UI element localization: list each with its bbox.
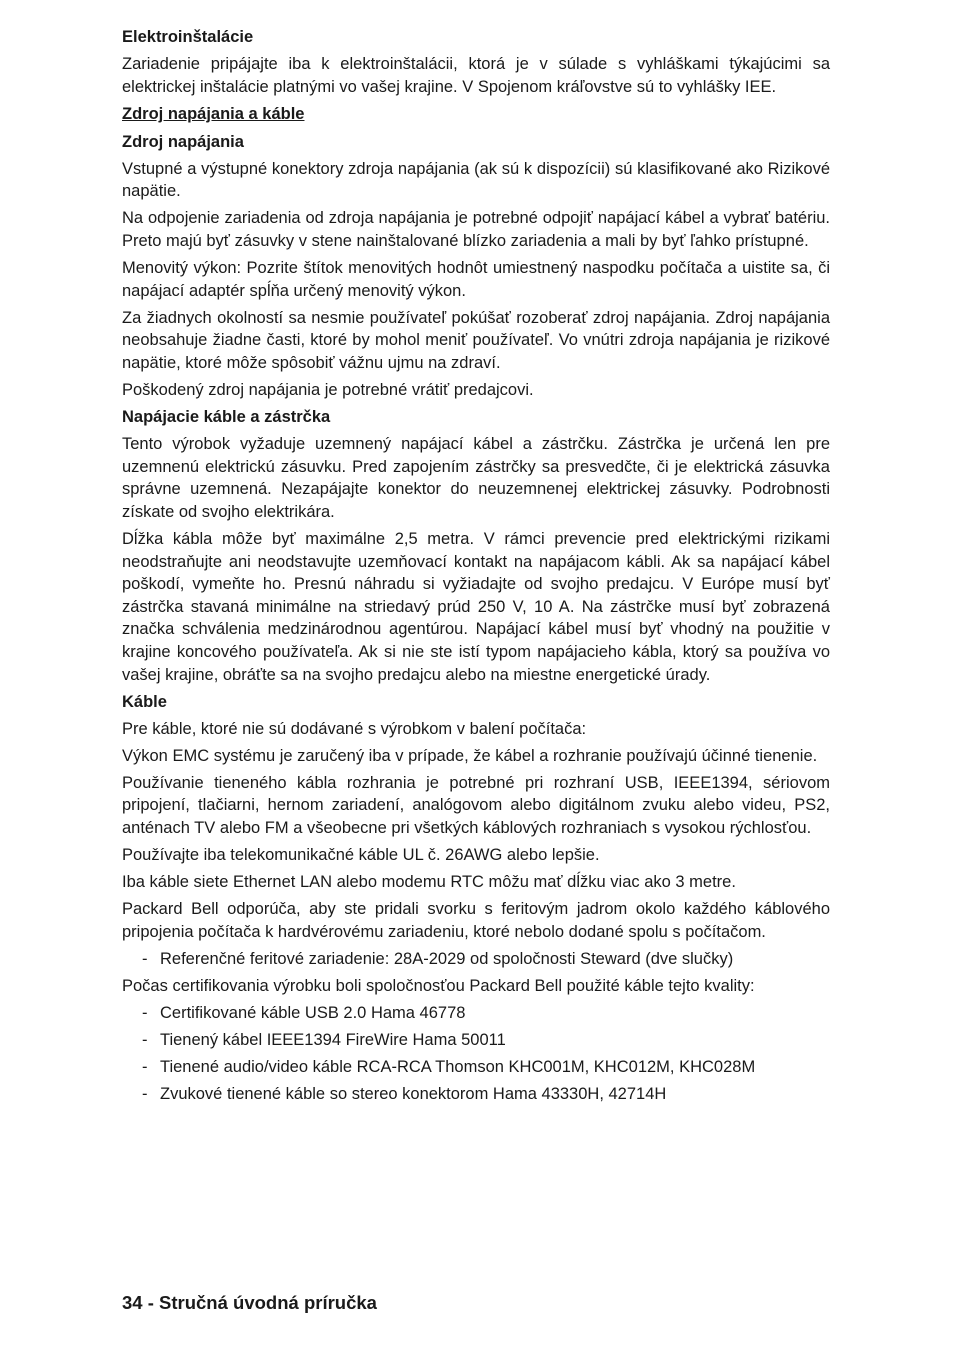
certified-cables-list bbox=[122, 1002, 830, 1106]
paragraph: Za žiadnych okolností sa nesmie používateľ pokúšať rozoberať zdroj napájania. Zdroj napájania neobsahuje žiadne časti, ktoré by mohol meniť používateľ. Vo vnútri zdroja napájania je rizikové napätie, ktoré môže spôsobiť vážnu ujmu na zdraví. bbox=[122, 308, 830, 372]
paragraph: Vstupné a výstupné konektory zdroja napájania (ak sú k dispozícii) sú klasifikované ako Rizikové napätie. bbox=[122, 159, 830, 201]
list-item-text: Zvukové tienené káble so stereo konektorom Hama 43330H, 42714H bbox=[160, 1085, 667, 1104]
section-heading-electrical: Elektroinštalácie bbox=[122, 28, 254, 46]
paragraph: Menovitý výkon: Pozrite štítok menovitých hodnôt umiestnený naspodku počítača a uistite sa, či napájací adaptér spĺňa určený menovitý výkon. bbox=[122, 259, 830, 300]
subheading-power-cords: Napájacie káble a zástrčka bbox=[122, 408, 331, 427]
list-item bbox=[122, 1029, 830, 1052]
list-dash: - bbox=[142, 1085, 148, 1104]
subheading-power-source: Zdroj napájania bbox=[122, 132, 244, 151]
list-dash: - bbox=[142, 1058, 148, 1077]
list-item-text: Tienený kábel IEEE1394 FireWire Hama 50011 bbox=[160, 1031, 506, 1050]
section-heading-power-and-cables: Zdroj napájania a káble bbox=[122, 104, 305, 123]
list-item-text: Tienené audio/video káble RCA-RCA Thomson KHC001M, KHC012M, KHC028M bbox=[160, 1058, 756, 1077]
list-item bbox=[122, 1056, 830, 1079]
document-body bbox=[122, 26, 830, 1111]
paragraph: Používanie tieneného kábla rozhrania je potrebné pri rozhraní USB, IEEE1394, sériovom pripojení, tlačiarni, hernom zariadení, analógovom alebo digitálnom zvuku alebo videu, PS2, anténach TV alebo FM a všeobecne pri všetkých káblových rozhraniach s vysokou rýchlosťou. bbox=[122, 773, 830, 838]
list-item-text: Certifikované káble USB 2.0 Hama 46778 bbox=[160, 1004, 466, 1023]
page-footer: 34 - Stručná úvodná príručka bbox=[122, 1292, 377, 1313]
paragraph: Packard Bell odporúča, aby ste pridali svorku s feritovým jadrom okolo každého káblového pripojenia počítača k hardvérovému zariadeniu, ktoré nebolo dodané spolu s počítačom. bbox=[122, 900, 830, 941]
list-dash: - bbox=[142, 1004, 148, 1023]
list-item-text: Referenčné feritové zariadenie: 28A-2029 od spoločnosti Steward (dve slučky) bbox=[160, 950, 734, 968]
paragraph: Iba káble siete Ethernet LAN alebo modemu RTC môžu mať dĺžku viac ako 3 metre. bbox=[122, 873, 736, 892]
paragraph: Na odpojenie zariadenia od zdroja napájania je potrebné odpojiť napájací kábel a vybrať batériu. Preto majú byť zásuvky v stene nainštalované blízko zariadenia a mali by byť ľahko prístupné. bbox=[122, 209, 830, 250]
ferrite-list bbox=[122, 948, 830, 971]
paragraph: Poškodený zdroj napájania je potrebné vrátiť predajcovi. bbox=[122, 381, 534, 400]
paragraph: Výkon EMC systému je zaručený iba v prípade, že kábel a rozhranie používajú účinné tienenie. bbox=[122, 746, 818, 765]
paragraph: Používajte iba telekomunikačné káble UL č. 26AWG alebo lepšie. bbox=[122, 846, 600, 865]
subheading-cables: Káble bbox=[122, 692, 167, 711]
list-item bbox=[122, 1002, 830, 1025]
paragraph: Dĺžka kábla môže byť maximálne 2,5 metra. V rámci prevencie pred elektrickými rizikami neodstraňujte ani neodstavujte uzemňovací kontakt na napájacom kábli. Ak sa napájací kábel poškodí, vymeňte ho. Presnú náhradu si vyžiadajte od svojho predajcu. V Európe musí byť zástrčka stavaná minimálne na striedavý prúd 250 V, 10 A. Na zástrčke musí byť zobrazená značka schválenia medzinárodnou agentúrou. Napájací kábel musí byť vhodný na použitie v krajine koncového používateľa. Ak si nie ste istí typom napájacieho kábla, ktorý sa používa vo vašej krajine, obráťte sa na svojho predajcu alebo na miestne energetické úrady. bbox=[122, 530, 830, 684]
list-item bbox=[122, 948, 830, 971]
list-dash: - bbox=[142, 1031, 148, 1050]
paragraph: Zariadenie pripájajte iba k elektroinštalácii, ktorá je v súlade s vyhláškami týkajúcimi sa elektrickej inštalácie platnými vo vašej krajine. V Spojenom kráľovstve sú to vyhlášky IEE. bbox=[122, 55, 830, 96]
paragraph: Pre káble, ktoré nie sú dodávané s výrobkom v balení počítača: bbox=[122, 719, 587, 738]
paragraph: Počas certifikovania výrobku boli spoločnosťou Packard Bell použité káble tejto kvality: bbox=[122, 977, 755, 996]
list-item bbox=[122, 1083, 830, 1106]
paragraph: Tento výrobok vyžaduje uzemnený napájací kábel a zástrčku. Zástrčka je určená len pre uzemnenú elektrickú zásuvku. Pred zapojením zástrčky sa presvedčte, či je elektrická zásuvka správne uzemnená. Nezapájajte konektor do neuzemnenej elektrickej zásuvky. Podrobnosti získate od svojho elektrikára. bbox=[122, 435, 830, 521]
list-dash: - bbox=[142, 950, 148, 968]
